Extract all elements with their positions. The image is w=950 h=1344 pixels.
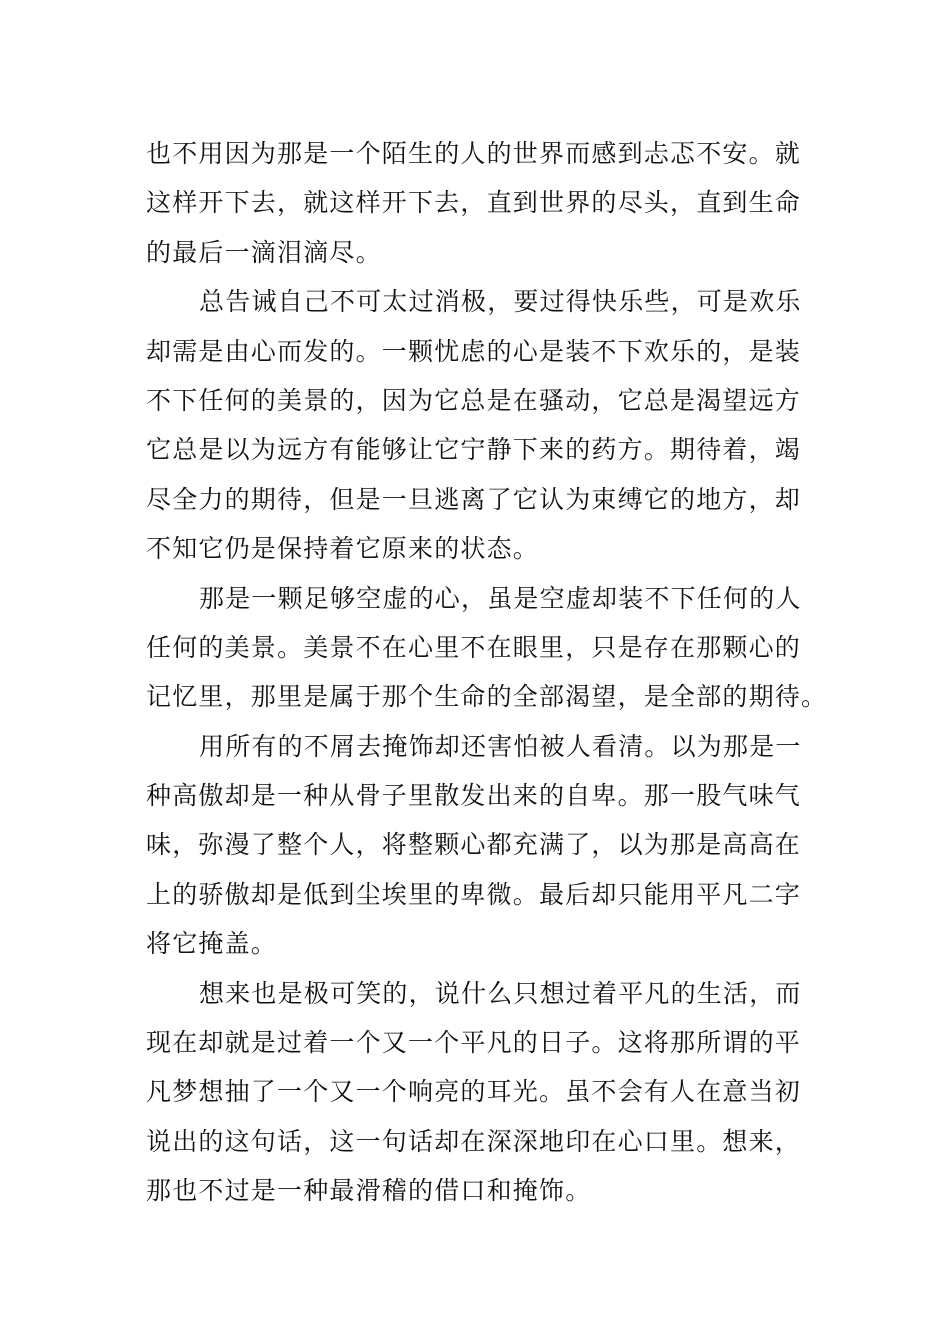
text-line: 种高傲却是一种从骨子里散发出来的自卑。那一股气味气 [146, 781, 802, 811]
text-line: 现在却就是过着一个又一个平凡的日子。这将那所谓的平 [146, 1028, 802, 1058]
text-line: 不下任何的美景的，因为它总是在骚动，它总是渴望远方 [146, 385, 802, 415]
text-line: 那是一颗足够空虚的心，虽是空虚却装不下任何的人 [199, 583, 802, 613]
text-line: 这样开下去，就这样开下去，直到世界的尽头，直到生命 [146, 188, 802, 218]
text-line: 味，弥漫了整个人，将整颗心都充满了，以为那是高高在 [146, 830, 802, 860]
body-text [146, 129, 828, 1216]
text-line: 想来也是极可笑的，说什么只想过着平凡的生活，而 [199, 978, 802, 1008]
text-line: 上的骄傲却是低到尘埃里的卑微。最后却只能用平凡二字 [146, 879, 802, 909]
text-line: 任何的美景。美景不在心里不在眼里，只是存在那颗心的 [146, 632, 802, 662]
text-line: 不知它仍是保持着它原来的状态。 [146, 534, 540, 564]
text-line: 尽全力的期待，但是一旦逃离了它认为束缚它的地方，却 [146, 484, 802, 514]
text-line: 凡梦想抽了一个又一个响亮的耳光。虽不会有人在意当初 [146, 1077, 802, 1107]
text-line: 它总是以为远方有能够让它宁静下来的药方。期待着，竭 [146, 435, 802, 465]
text-line: 却需是由心而发的。一颗忧虑的心是装不下欢乐的，是装 [146, 336, 802, 366]
text-line: 将它掩盖。 [146, 929, 278, 959]
paragraph [146, 574, 828, 722]
text-line: 说出的这句话，这一句话却在深深地印在心口里。想来， [146, 1126, 802, 1156]
text-line: 总告诫自己不可太过消极，要过得快乐些，可是欢乐 [199, 287, 802, 317]
text-line: 也不用因为那是一个陌生的人的世界而感到忐忑不安。就 [146, 139, 802, 168]
paragraph [146, 129, 810, 277]
paragraph [146, 277, 810, 573]
text-line: 记忆里，那里是属于那个生命的全部渴望，是全部的期待。 [146, 682, 828, 712]
paragraph [146, 722, 810, 969]
paragraph [146, 969, 810, 1216]
text-line: 用所有的不屑去掩饰却还害怕被人看清。以为那是一 [199, 731, 802, 761]
text-line: 那也不过是一种最滑稽的借口和掩饰。 [146, 1176, 592, 1206]
text-line: 的最后一滴泪滴尽。 [146, 237, 382, 267]
